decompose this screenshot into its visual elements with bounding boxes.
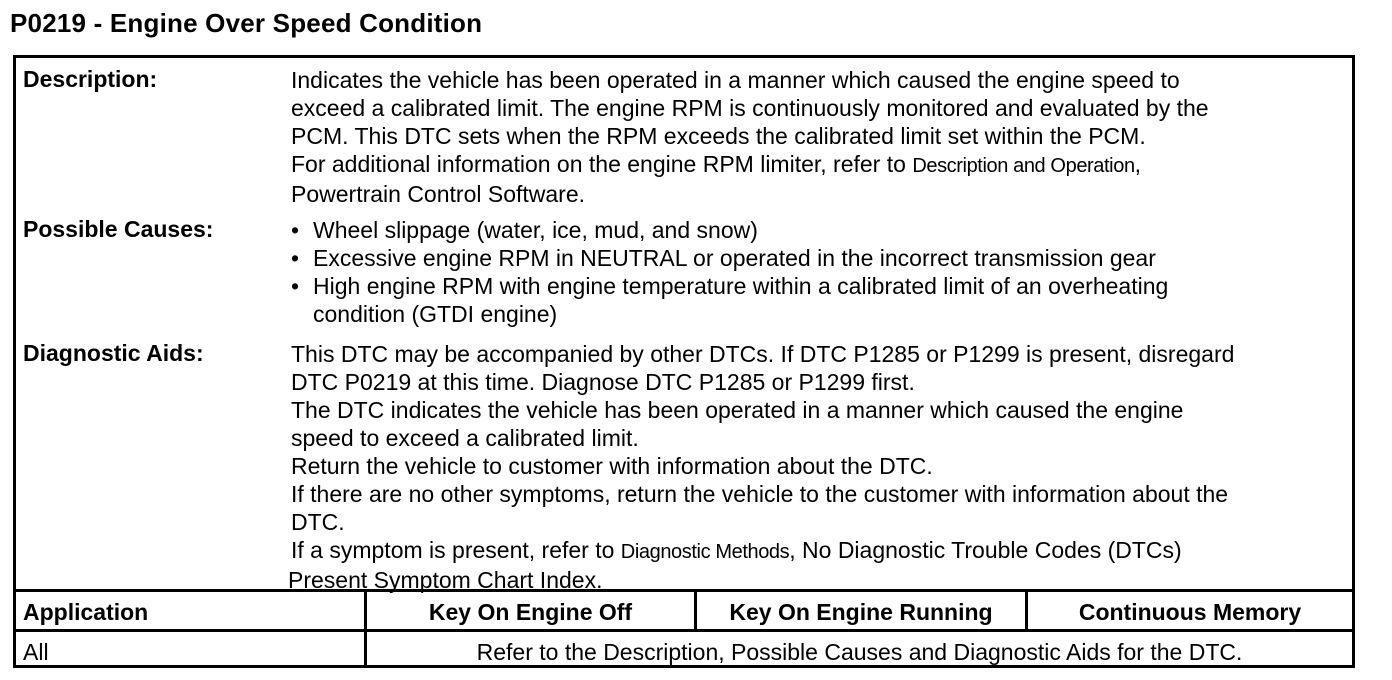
description-label: Description: xyxy=(23,66,158,92)
list-item-text: Excessive engine RPM in NEUTRAL or operated in the incorrect transmission gear xyxy=(313,245,1156,271)
list-item xyxy=(291,244,1342,272)
list-item-text: High engine RPM with engine temperature within a calibrated limit of an overheating xyxy=(313,273,1169,299)
diagnostic-aids-line: Return the vehicle to customer with information about the DTC. xyxy=(291,453,933,479)
description-line xyxy=(291,150,1342,180)
possible-causes-list xyxy=(291,216,1342,328)
diagnostic-aids-line: DTC. xyxy=(291,509,345,535)
dtc-info-table xyxy=(13,55,1355,668)
diagnostic-aids-line: speed to exceed a calibrated limit. xyxy=(291,425,639,451)
diagnostic-aids-line: The DTC indicates the vehicle has been operated in a manner which caused the engine xyxy=(291,397,1184,423)
header-key-on-engine-off: Key On Engine Off xyxy=(428,599,633,625)
description-and-operation-link[interactable]: Description and Operation xyxy=(912,155,1135,177)
diagnostic-aids-line xyxy=(291,536,1342,566)
no-dtc-link[interactable]: , No Diagnostic Trouble Codes (DTCs) xyxy=(789,537,1182,563)
bullet-icon: • xyxy=(291,217,300,243)
list-item xyxy=(291,272,1342,300)
diagnostic-aids-text xyxy=(288,340,1342,594)
description-line: Indicates the vehicle has been operated in a manner which caused the engine speed to xyxy=(291,67,1180,93)
description-text xyxy=(291,66,1342,208)
table-divider-top xyxy=(16,589,1352,592)
description-line: exceed a calibrated limit. The engine RPM is continuously monitored and evaluated by the xyxy=(291,95,1209,121)
diagnostic-aids-line: DTC P0219 at this time. Diagnose DTC P1285 or P1299 first. xyxy=(291,369,915,395)
diagnostic-aids-line: If there are no other symptoms, return the vehicle to the customer with information about the xyxy=(291,481,1229,507)
list-item-text: Wheel slippage (water, ice, mud, and snow) xyxy=(313,217,758,243)
header-application: Application xyxy=(23,599,149,625)
table-row-note: Refer to the Description, Possible Causes and Diagnostic Aids for the DTC. xyxy=(476,639,1243,665)
powertrain-control-software-link[interactable]: Powertrain Control Software. xyxy=(291,181,586,207)
description-line: PCM. This DTC sets when the RPM exceeds the calibrated limit set within the PCM. xyxy=(291,123,1146,149)
header-continuous-memory: Continuous Memory xyxy=(1078,599,1302,625)
application-value: All xyxy=(23,639,49,665)
possible-causes-label: Possible Causes: xyxy=(23,216,214,242)
diagnostic-aids-line: This DTC may be accompanied by other DTCs. If DTC P1285 or P1299 is present, disregard xyxy=(291,341,1235,367)
diagnostic-aids-label: Diagnostic Aids: xyxy=(23,340,204,366)
list-item xyxy=(291,216,1342,244)
description-refer-text: For additional information on the engine RPM limiter, refer to xyxy=(291,151,906,177)
bullet-icon: • xyxy=(291,273,300,299)
header-key-on-engine-running: Key On Engine Running xyxy=(729,599,993,625)
list-item-continuation xyxy=(291,300,1342,328)
description-comma: , xyxy=(1134,151,1142,177)
diagnostic-methods-link[interactable]: Diagnostic Methods xyxy=(620,541,790,563)
page-title: P0219 - Engine Over Speed Condition xyxy=(10,8,483,38)
present-symptom-chart-index-link[interactable]: Present Symptom Chart Index. xyxy=(288,567,603,593)
list-item-text: condition (GTDI engine) xyxy=(313,301,558,327)
table-divider-middle xyxy=(16,629,1352,632)
diagnostic-aids-refer-text: If a symptom is present, refer to xyxy=(291,537,615,563)
bullet-icon: • xyxy=(291,245,300,271)
